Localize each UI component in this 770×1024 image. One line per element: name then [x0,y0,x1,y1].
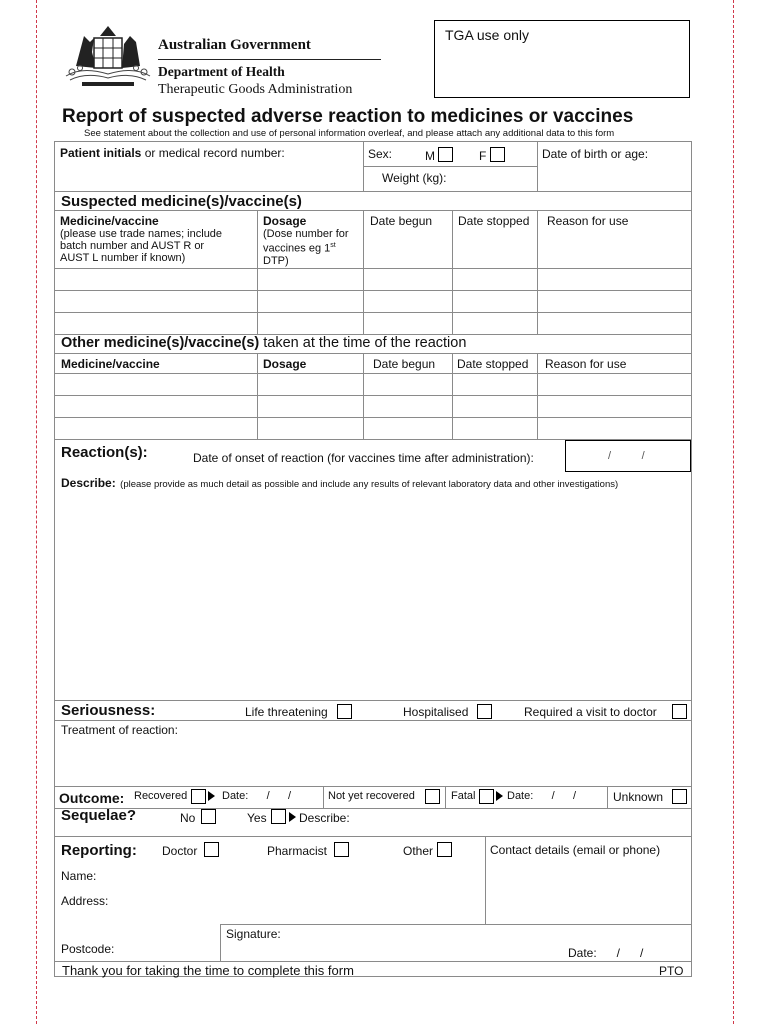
reaction-onset-label: Date of onset of reaction (for vaccines time after administration): [193,451,534,465]
not-recovered-label: Not yet recovered [328,790,415,802]
reaction-heading: Reaction(s): [61,444,148,461]
reporting-heading: Reporting: [61,842,137,859]
other-col-reason: Reason for use [545,357,627,371]
postcode-label: Postcode: [61,942,115,956]
recovered-label: Recovered [134,790,188,802]
doctor-label: Doctor [162,844,198,858]
suspected-col-date-stopped: Date stopped [458,214,530,228]
arrow-right-icon [496,791,503,801]
suspected-col-reason: Reason for use [547,214,629,228]
sex-label: Sex: [368,147,393,161]
life-threatening-checkbox[interactable] [337,704,352,719]
header-rule [158,59,381,60]
sex-m-checkbox[interactable] [438,147,453,162]
dob-label: Date of birth or age: [542,147,649,161]
weight-label: Weight (kg): [382,171,447,185]
tga-use-only-box [434,20,690,98]
not-recovered-checkbox[interactable] [425,789,440,804]
visit-doctor-checkbox[interactable] [672,704,687,719]
visit-doctor-label: Required a visit to doctor [524,705,657,719]
sequelae-yes-label: Yes [247,811,267,825]
patient-initials-bold: Patient initials [60,146,142,160]
government-name: Australian Government [158,37,311,53]
other-row-1 [54,373,692,374]
right-cut-line [733,0,734,1024]
suspected-col-medicine-note: (please use trade names; include batch number and AUST R or AUST L number if known) [60,228,223,264]
sequelae-describe-label: Describe: [299,811,350,825]
sex-f-label: F [479,149,487,163]
report-date: Date: / / [568,946,644,960]
other-reporter-checkbox[interactable] [437,842,452,857]
page-subtitle: See statement about the collection and use of personal information overleaf, and please attach any additional data to this form [84,128,615,139]
suspected-col-dosage-note: (Dose number for vaccines eg 1st DTP) [263,228,349,267]
recovered-checkbox[interactable] [191,789,206,804]
left-cut-line [36,0,37,1024]
unknown-checkbox[interactable] [672,789,687,804]
arrow-right-icon [208,791,215,801]
arrow-right-icon [289,812,296,822]
other-col-date-stopped: Date stopped [457,357,529,371]
suspected-col-medicine: Medicine/vaccine [60,214,159,228]
other-heading: Other medicine(s)/vaccine(s) taken at the time of the reaction [61,335,467,351]
other-row-2 [54,395,692,396]
contact-label: Contact details (email or phone) [490,843,661,857]
agency-name: Therapeutic Goods Administration [158,82,353,97]
sequelae-heading: Sequelae? [61,807,137,824]
patient-initials-rest: or medical record number: [141,146,285,160]
treatment-label: Treatment of reaction: [61,723,178,737]
fatal-label: Fatal [451,790,476,802]
sex-m-label: M [425,149,435,163]
department-name: Department of Health [158,64,285,79]
sequelae-no-label: No [180,811,196,825]
pto-text: PTO [659,964,684,978]
unknown-label: Unknown [613,790,664,804]
sequelae-yes-checkbox[interactable] [271,809,286,824]
seriousness-heading: Seriousness: [61,702,156,719]
life-threatening-label: Life threatening [245,705,328,719]
other-reporter-label: Other [403,844,434,858]
suspected-row-1 [54,268,692,269]
tga-use-only-label: TGA use only [445,27,530,43]
coat-of-arms-icon [62,22,154,88]
suspected-col-date-begun: Date begun [370,214,433,228]
other-col-dosage: Dosage [263,357,307,371]
sequelae-no-checkbox[interactable] [201,809,216,824]
recovered-date: Date: / / [222,790,292,802]
reaction-describe-field[interactable] [55,490,691,698]
other-col-medicine: Medicine/vaccine [61,357,160,371]
suspected-col-dosage: Dosage [263,214,307,228]
other-col-date-begun: Date begun [373,357,436,371]
suspected-heading: Suspected medicine(s)/vaccine(s) [61,193,302,210]
fatal-date: Date: / / [507,790,577,802]
fatal-checkbox[interactable] [479,789,494,804]
describe-label: Describe: (please provide as much detail as possible and include any results of relevant laboratory data and other investigations) [61,476,619,490]
pharmacist-checkbox[interactable] [334,842,349,857]
reaction-onset-input[interactable] [565,440,691,472]
suspected-row-3 [54,312,692,313]
name-label: Name: [61,869,97,883]
patient-initials-label [60,146,285,160]
thanks-text: Thank you for taking the time to complete this form [62,963,354,978]
doctor-checkbox[interactable] [204,842,219,857]
signature-label: Signature: [226,927,281,941]
hospitalised-label: Hospitalised [403,705,469,719]
address-label: Address: [61,894,109,908]
sex-f-checkbox[interactable] [490,147,505,162]
outcome-heading: Outcome: [59,790,125,806]
suspected-row-2 [54,290,692,291]
other-row-3 [54,417,692,418]
page-title: Report of suspected adverse reaction to medicines or vaccines [62,106,634,127]
pharmacist-label: Pharmacist [267,844,328,858]
hospitalised-checkbox[interactable] [477,704,492,719]
reaction-onset-value: / / [608,450,645,462]
